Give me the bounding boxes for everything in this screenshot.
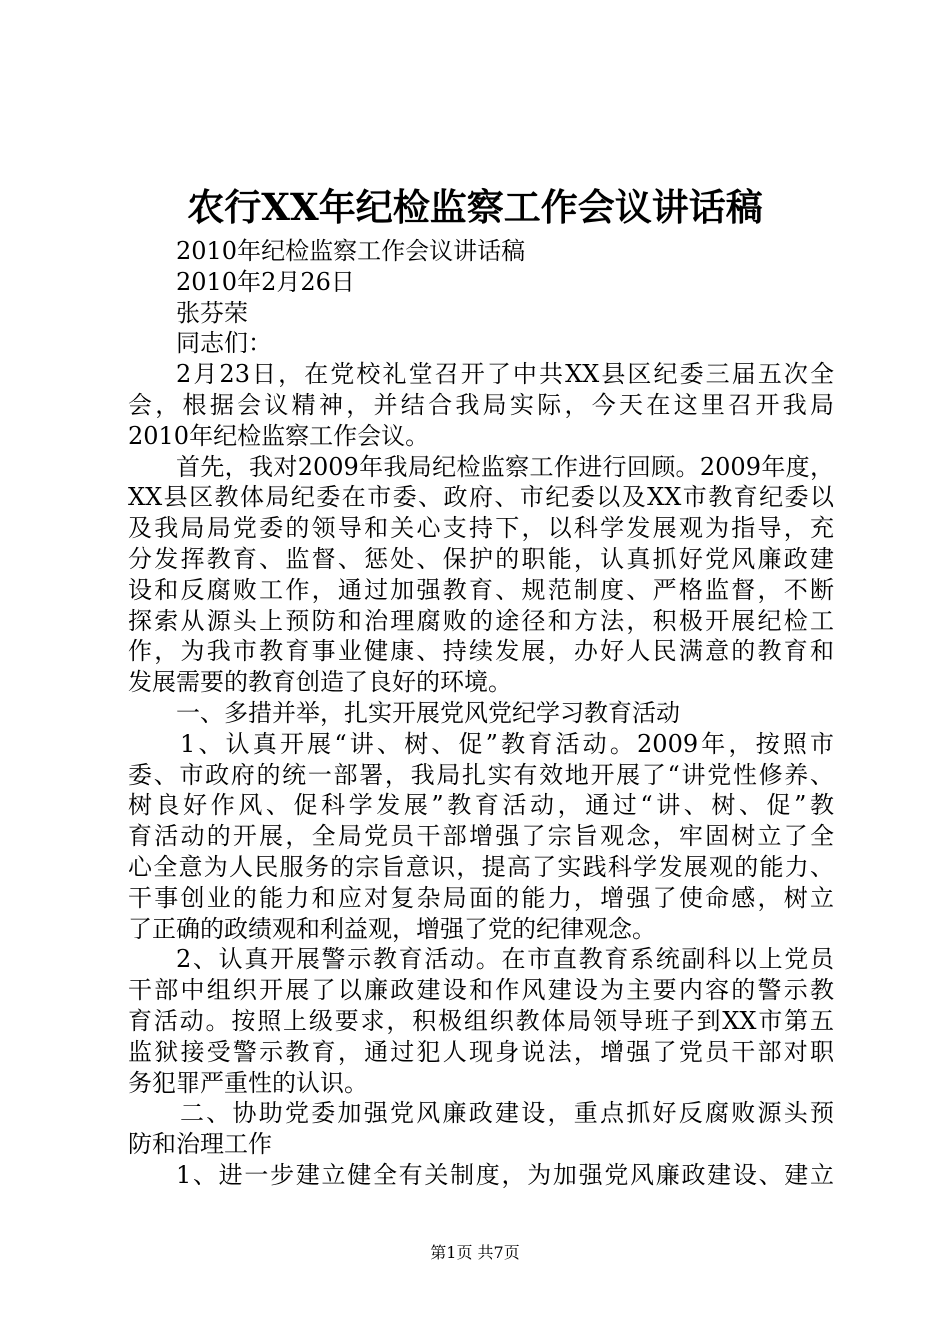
body-line: 会，根据会议精神，并结合我局实际，今天在这里召开我局 [128, 390, 834, 419]
body-line: 防和治理工作 [128, 1130, 272, 1159]
body-line: 张芬荣 [176, 298, 248, 327]
body-line: 务犯罪严重性的认识。 [128, 1068, 368, 1097]
body-line: 及我局局党委的领导和关心支持下，以科学发展观为指导，充 [128, 514, 834, 543]
body-line: XX县区教体局纪委在市委、政府、市纪委以及XX市教育纪委以 [128, 483, 834, 512]
body-line: 2月23日，在党校礼堂召开了中共XX县区纪委三届五次全 [176, 360, 834, 389]
body-line: 监狱接受警示教育，通过犯人现身说法，增强了党员干部对职 [128, 1037, 834, 1066]
body-line: 2010年纪检监察工作会议讲话稿 [176, 237, 526, 265]
body-line: 一、多措并举，扎实开展党风党纪学习教育活动 [176, 698, 680, 727]
body-line: 同志们： [176, 329, 272, 358]
document-title: 农行XX年纪检监察工作会议讲话稿 [187, 185, 763, 229]
body-line: 发展需要的教育创造了良好的环境。 [128, 668, 512, 697]
body-line: 1、进一步建立健全有关制度，为加强党风廉政建设、建立 [176, 1160, 834, 1189]
body-line: 二、协助党委加强党风廉政建设，重点抓好反腐败源头预 [180, 1099, 834, 1128]
body-line: 分发挥教育、监督、惩处、保护的职能，认真抓好党风廉政建 [128, 544, 834, 573]
body-line: 首先，我对2009年我局纪检监察工作进行回顾。2009年度， [176, 452, 834, 481]
body-line: 探索从源头上预防和治理腐败的途径和方法，积极开展纪检工 [128, 606, 834, 635]
body-line: 1、认真开展“讲、树、促”教育活动。2009年，按照市 [180, 729, 834, 758]
body-line: 育活动的开展，全局党员干部增强了宗旨观念，牢固树立了全 [128, 822, 834, 851]
body-line: 2010年2月26日 [176, 267, 355, 296]
body-line: 了正确的政绩观和利益观，增强了党的纪律观念。 [128, 914, 656, 943]
body-line: 设和反腐败工作，通过加强教育、规范制度、严格监督，不断 [128, 575, 834, 604]
body-line: 树良好作风、促科学发展”教育活动，通过“讲、树、促”教 [128, 791, 834, 820]
body-line: 干事创业的能力和应对复杂局面的能力，增强了使命感，树立 [128, 883, 834, 912]
body-line: 2010年纪检监察工作会议。 [128, 421, 430, 450]
body-line: 委、市政府的统一部署，我局扎实有效地开展了“讲党性修养、 [128, 760, 834, 789]
document-body [128, 236, 834, 1191]
body-line: 作，为我市教育事业健康、持续发展，办好人民满意的教育和 [128, 637, 834, 666]
body-line: 2、认真开展警示教育活动。在市直教育系统副科以上党员 [176, 945, 834, 974]
body-line: 育活动。按照上级要求，积极组织教体局领导班子到XX市第五 [128, 1006, 834, 1035]
body-line: 心全意为人民服务的宗旨意识，提高了实践科学发展观的能力、 [128, 852, 834, 881]
body-line: 干部中组织开展了以廉政建设和作风建设为主要内容的警示教 [128, 976, 834, 1005]
page-number-footer: 第1页 共7页 [430, 1243, 520, 1262]
